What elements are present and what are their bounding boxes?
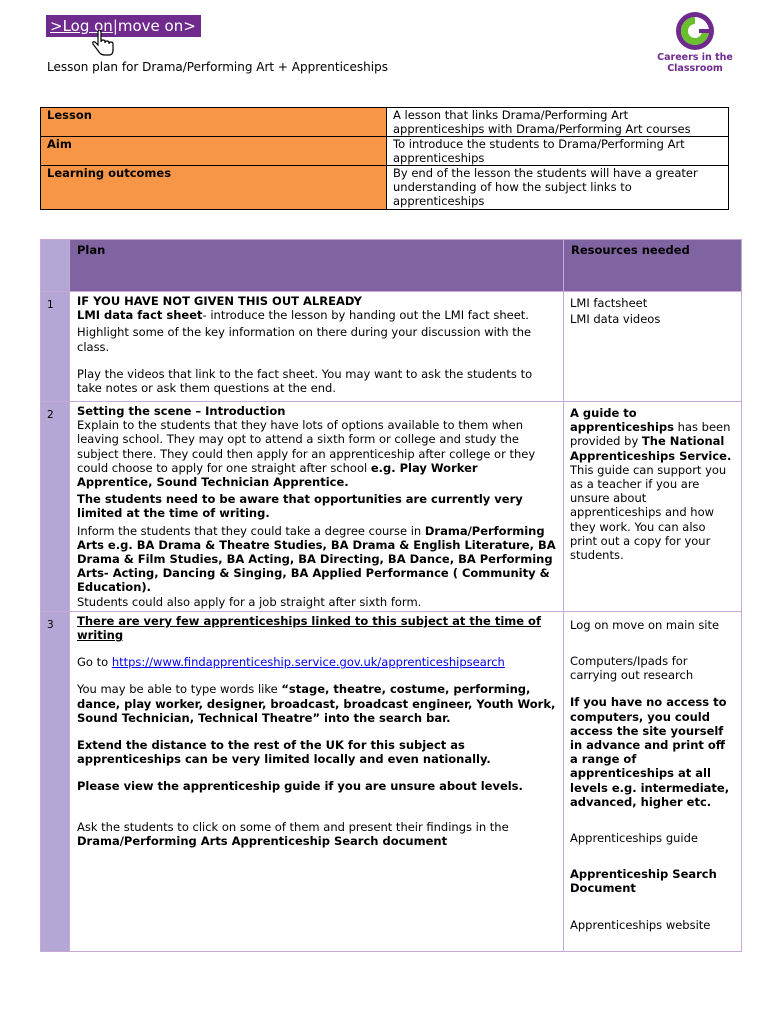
lmi-paragraph [77,308,556,322]
resource-item: Computers/Ipads for carrying out research [570,654,694,683]
resource-item: Apprenticeship Search Document [570,867,717,896]
resource-text: has been provided by [570,420,731,449]
plan-paragraph: Extend the distance to the rest of the UK for this subject as apprenticeships can be very limited locally and even nationally. [77,738,491,767]
overview-label: Learning outcomes [41,166,387,210]
plan-row-1 [41,292,742,402]
plan-paragraph: Play the videos that link to the fact sheet. You may want to ask the students to take notes or ask them questions at the end. [77,366,533,396]
resources-header: Resources needed [564,240,742,292]
resource-bold: A guide to apprenticeships [570,406,674,435]
logo-text-move-on: move on> [117,17,196,35]
intro-text: Explain to the students that they have lots of options available to them when leaving school. They may opt to attend a sixth form or college and study the subject there. They could then apply for an apprenticeship after college or they could choose to apply for one straight after school [77,418,536,475]
plan-paragraph [77,418,556,489]
plan-paragraph: Ask the students to click on some of them and present their findings in the [77,819,509,834]
resource-text: This guide can support you as a teacher if you are unsure about apprenticeships and how they work. You can also print out a copy for your students. [570,462,727,563]
resource-item: Apprenticeships guide [570,831,698,846]
plan-paragraph: Drama/Performing Arts Apprenticeship Search document [77,833,448,848]
plan-paragraph [77,682,556,725]
plan-header: Plan [70,240,564,292]
resources-cell [564,292,742,402]
degree-bold: Drama/Performing Arts e.g. BA Drama & Theatre Studies, BA Drama & English Literature, BA Drama & Film Studies, BA Acting, BA Directing, BA Dance, BA Performing Arts- Acting, Dancing & Singing, BA Applied Performance ( Community & Education). [77,523,556,595]
plan-paragraph: Highlight some of the key information on there during your discussion with the class. [77,325,532,354]
resource-paragraph [570,406,735,562]
overview-table [40,107,729,210]
resources-cell [564,402,742,612]
plan-header-row [41,240,742,292]
plan-paragraph: Please view the apprenticeship guide if you are unsure about levels. [77,779,523,794]
row-number: 2 [41,402,70,612]
logo-text-log-on: >Log on [50,17,113,35]
resource-item: If you have no access to computers, you could access the site yourself in advance and print off a range of apprenticeships at all levels e.g. intermediate, advanced, higher etc. [570,695,730,809]
overview-value: A lesson that links Drama/Performing Art apprenticeships with Drama/Performing Art courses [387,108,729,137]
keywords-bold: “stage, theatre, costume, performing, dance, play worker, designer, broadcast, broadcast engineer, Youth Work, Sound Technician, Technical Theatre” [77,682,556,725]
resources-cell [564,611,742,951]
plan-paragraph: Students could also apply for a job straight after sixth form. [77,594,422,609]
page-title: Lesson plan for Drama/Performing Art + Apprenticeships [47,60,388,74]
plan-row-2 [41,402,742,612]
degree-text: Inform the students that they could take a degree course in [77,523,425,538]
plan-cell [70,402,564,612]
lmi-bold: LMI data fact sheet [77,308,203,323]
go-to-text: Go to [77,655,112,670]
brand-text [655,52,735,74]
brand-line-1: Careers in the [657,52,733,63]
plan-paragraph: The students need to be aware that opportunities are currently very limited at the time of writing. [77,492,523,521]
keywords-text: You may be able to type words like [77,682,282,697]
plan-cell [70,611,564,951]
row-heading: Setting the scene – Introduction [77,404,286,418]
log-on-move-on-logo [46,15,201,37]
overview-label: Aim [41,137,387,166]
resource-item: LMI factsheet [570,296,648,310]
overview-value: By end of the lesson the students will have a greater understanding of how the subject links to apprenticeships [387,166,729,210]
apprenticeship-search-link[interactable]: https://www.findapprenticeship.service.gov.uk/apprenticeshipsearch [111,655,505,670]
resource-item: Apprenticeships website [570,917,711,932]
resource-item: Log on move on main site [570,617,720,632]
intro-bold: e.g. Play Worker Apprentice, Sound Technician Apprentice. [77,460,478,490]
plan-header-num-cell [41,240,70,292]
row-heading: IF YOU HAVE NOT GIVEN THIS OUT ALREADY [77,294,362,308]
row-number: 3 [41,611,70,951]
brand-line-2: Classroom [667,63,723,74]
plan-paragraph [77,524,556,595]
resource-bold: The National Apprenticeships Service. [570,434,732,463]
hand-cursor-icon [88,30,116,58]
overview-row-learning-outcomes [41,166,729,210]
overview-value: To introduce the students to Drama/Performing Art apprenticeships [387,137,729,166]
plan-cell [70,292,564,402]
plan-row-3 [41,611,742,951]
overview-label: Lesson [41,108,387,137]
resource-item: LMI data videos [570,312,661,327]
plan-paragraph [77,655,556,669]
overview-row-aim [41,137,729,166]
plan-table [40,239,742,952]
overview-row-lesson [41,108,729,137]
logo-separator: | [112,17,118,35]
keywords-tail: into the search bar. [320,710,451,725]
row-number: 1 [41,292,70,402]
row-heading: There are very few apprenticeships linked to this subject at the time of writing [77,613,541,643]
lmi-rest: - introduce the lesson by handing out the LMI fact sheet. [202,308,529,323]
